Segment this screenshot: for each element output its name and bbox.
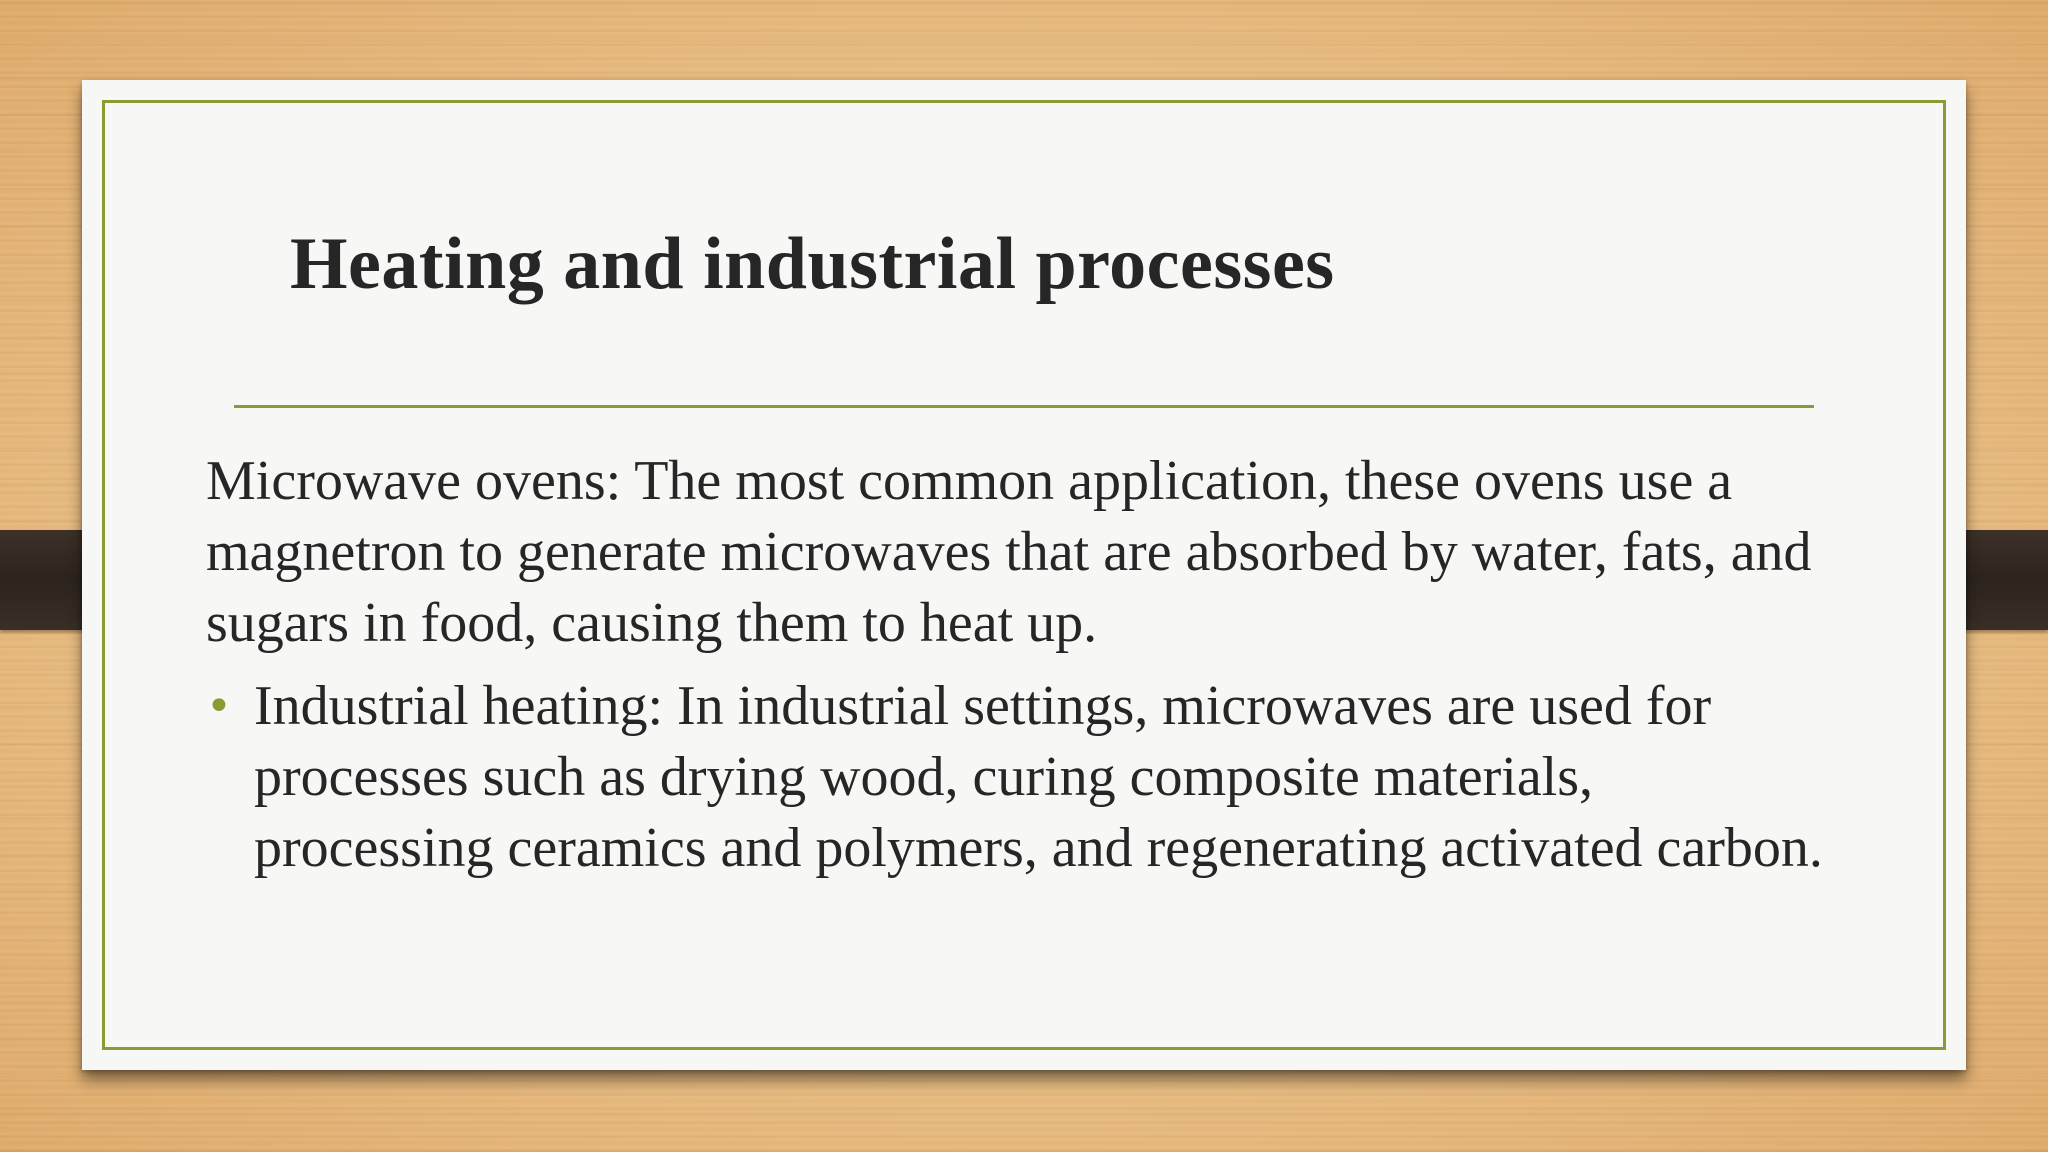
bullet-item	[206, 671, 1826, 884]
slide-body	[206, 446, 1826, 884]
bullet-text: Industrial heating: In industrial settings, microwaves are used for processes such as drying wood, curing composite materials, processing ceramics and polymers, and regenerating activated carbon.	[254, 675, 1823, 879]
title-divider	[234, 405, 1814, 408]
body-paragraph: Microwave ovens: The most common application, these ovens use a magnetron to generate microwaves that are absorbed by water, fats, and sugars in food, causing them to heat up.	[206, 450, 1812, 654]
slide-title: Heating and industrial processes	[290, 223, 1335, 305]
bullet-marker: •	[206, 681, 232, 732]
